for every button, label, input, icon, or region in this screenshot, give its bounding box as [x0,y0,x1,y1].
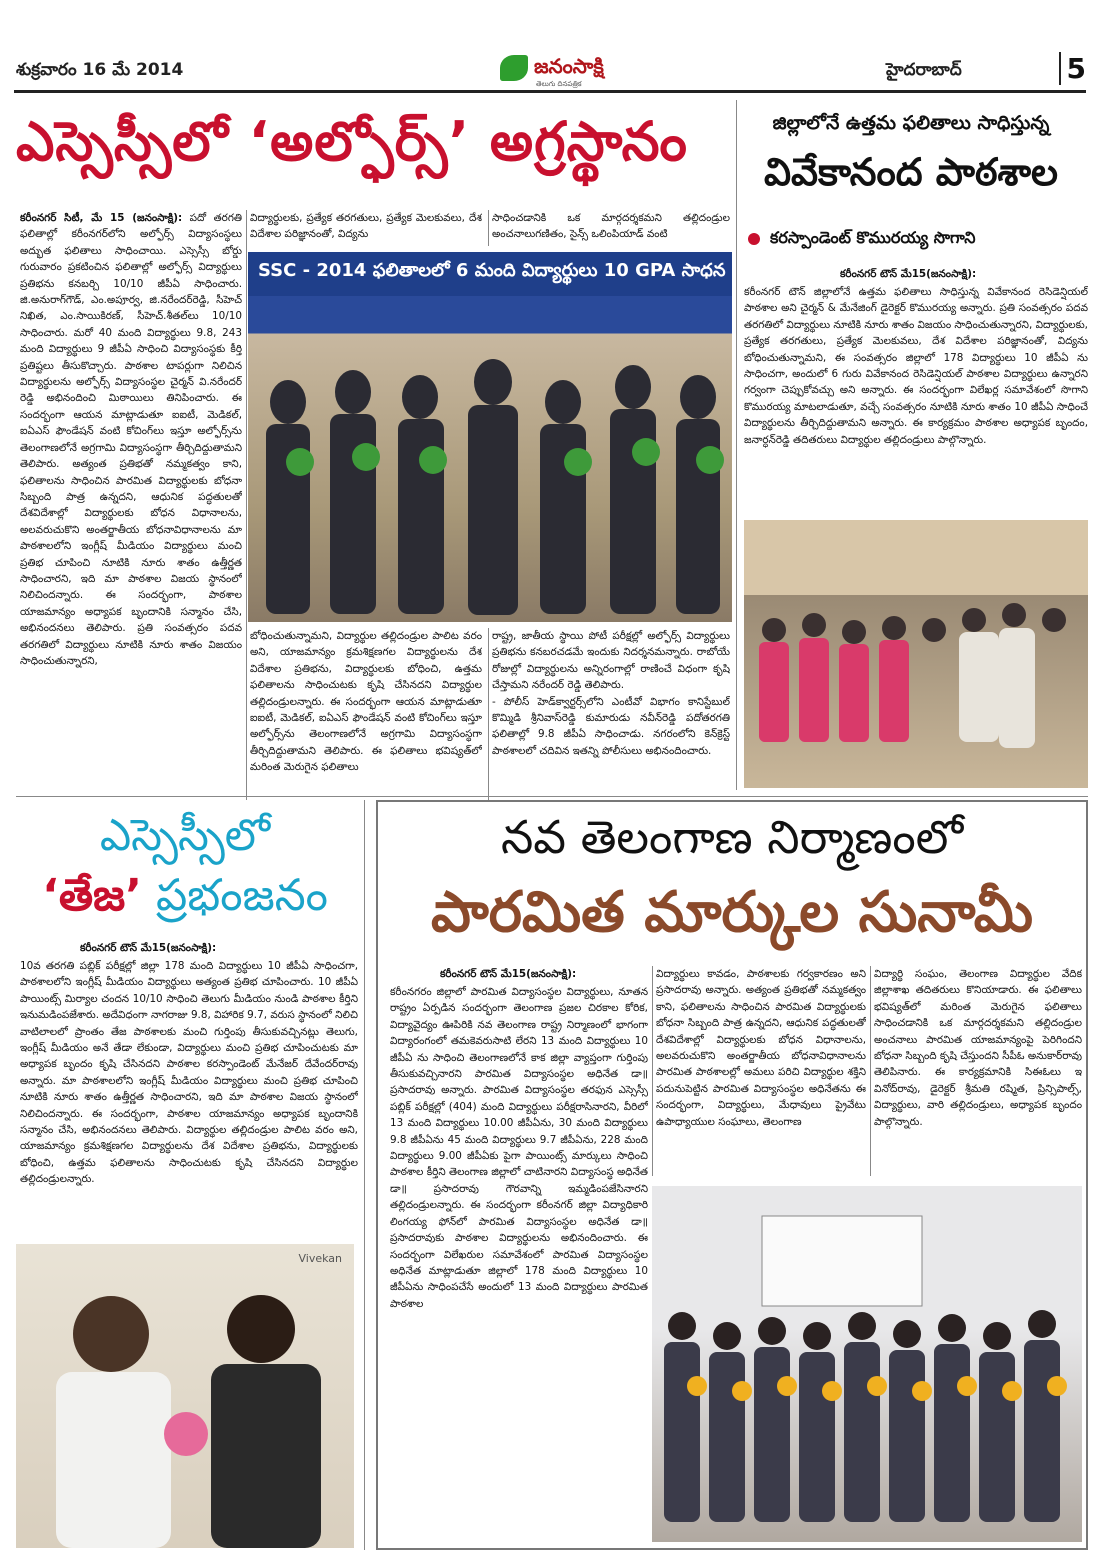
students-silhouettes [248,252,732,622]
story2-headline: వివేకానంద పాఠశాల [764,150,1058,194]
story1-column-2-bottom: బోధించుతున్నామని, విద్యార్థుల తల్లిదండ్రుల పాలిట వరం అని, యాజమాన్యం క్రమశిక్షణగల విద్యార్థులను దేశ విదేశాల ప్రతిభను, విద్యార్థులకు బోధించి, ఉత్తమ ఫలితాలను సాధించుటకు కృషి చేసినదని విద్యార్థుల తల్లిదండ్రులన్నారు. ఈ సందర్భంగా ఆయన మాట్లాడుతూ ఐఐటీ, మెడికల్, ఐఏఎస్ ఫౌండేషన్ వంటి కోచింగ్‌లు ఇస్తూ అల్ఫోర్స్‌ను తెలంగాణలోనే అగ్రగామి విద్యాసంస్థగా తీర్చిదిద్దుతామని తెలిపారు. ఈ ఫలితాలు భవిష్యత్‌లో మరింత మెరుగైన ఫలితాలు [250,630,482,774]
story3-headline-quote: ‘తేజ’ [42,870,142,921]
column-rule [246,210,247,800]
column-rule [488,210,489,246]
leaf-icon [500,55,528,81]
students-silhouettes [652,1186,1082,1542]
story4-column-2: విద్యార్థులు కావడం, పాఠశాలకు గర్వకారణం అని ప్రసాదరావు అన్నారు. అత్యంత ప్రతిభతో నమ్మకత్వం కాని, ఫలితాలను సాధించిన పారమిత విద్యార్థులకు బోధనా సిబ్బంది పాత్ర ఉన్నదని, ఆధునిక పద్ధతులతో దేశవిదేశాల్లో విద్యార్థులకు బోధన విధానాలను, అలవరుచుకొని అంతర్జాతీయ బోధనావిధానాలను పారమిత పాఠశాలల్లో అమలు పరిచి విద్యార్థుల శక్తిని పదునుపెట్టిన పారమిత విద్యాసంస్థల అధినేతను ఈ సందర్భంగా, విద్యార్థులు, మేధావులు ప్రైవేటు ఉపాధ్యాయుల సంఘాలు, తెలంగాణ [656,968,866,1128]
story1-dateline: కరీంనగర్ సిటీ, మే 15 (జనంసాక్షి): [20,212,183,224]
students-silhouettes [744,520,1088,788]
story2-photo [744,520,1088,788]
newspaper-logo [500,52,630,88]
story3-body: 10వ తరగతి పబ్లిక్ పరీక్షల్లో జిల్లా 178 మంది విద్యార్థులు 10 జీపీఏ సాధించగా, పాఠశాలలోని ఇంగ్లీష్ మీడియం విద్యార్థులు అత్యంత ప్రతిభ చూపించారు. 10 జీపీఏ పాయింట్స్ మిర్యాల చందన 10/10 సాధించి తెలుగు మీడియం నుండి పాఠశాల కీర్తిని ఇనుమడింపజేశారు. అదేవిధంగా నాగరాజు 9.8, విహారిక 9.7, వరుస స్థానంలో నిలిచి వాటిలాలలో ప్రాంతం తేజ పాఠశాలకు మంచి గుర్తింపు తీసుకువచ్చినట్లు తెలుగు, ఇంగ్లీష్ మీడియం అనే తేడా లేకుండా, విద్యార్థులు మంచి ప్రతిభ చూపించుటకు మా అధ్యాపక బృందం కృషి చేసినదని పాఠశాల కరస్పాండెంట్ మేనేజర్ దేవేందర్‌రావు అన్నారు. మా పాఠశాలలోని ఇంగ్లీష్ మీడియం విద్యార్థులు మంచి ప్రతిభ చూపించి నూటికి నూరు శాతం ఉత్తీర్ణత సాధించారని, ఇది మా పాఠశాల విజయ స్థానంలో నిలిచిందన్నారు. ఈ సందర్భంగా, పాఠశాల యాజమాన్యం అధ్యాపక బృందానికి సన్మానం చేసి, అభినందనలు తెలిపారు. విద్యార్థుల తల్లిదండ్రుల పాలిట వరం అని, యాజమాన్యం క్రమశిక్షణగల విద్యార్థులను దేశ విదేశాల ప్రతిభను, విద్యార్థులకు బోధించి, ఉత్తమ ఫలితాలను సాధించుటకు కృషి చేసినదని విద్యార్థుల తల్లిదండ్రులన్నారు. [20,960,358,1186]
byline-text: కరస్పాండెంట్ కొమురయ్య సొగాని [770,228,976,247]
edition-city: హైదరాబాద్ [886,60,962,80]
story4-dateline: కరీంనగర్ టౌన్ మే15(జనంసాక్షి): [440,968,577,980]
column-rule [870,966,871,1176]
story2-body: కరీంనగర్ టౌన్ జిల్లాలోనే ఉత్తమ ఫలితాలు సాధిస్తున్న వివేకానంద రెసిడెన్షియల్ పాఠశాల అని చైర్మన్ & మేనేజింగ్ డైరెక్టర్ కొమురయ్య అన్నారు. ప్రతి సంవత్సరం పదవ తరగతిలో విద్యార్థులు నూటికి నూరు శాతం విజయం సాధించుతున్నారని, విద్యార్థులకు, ప్రత్యేక తరగతులు, ప్రత్యేక మెలకువలు, దేశ విదేశాల పరిజ్ఞానంతో, విద్యను బోధించుతున్నామని, ఈ సంవత్సరం జిల్లాలో 178 విద్యార్థులు 10 జీపీఏ ను సాధించగా, అందులో 6 గురు వివేకానంద రెసిడెన్షియల్ పాఠశాల విద్యార్థులు ఉన్నారని గర్వంగా చెప్పుకోవచ్చు అని అన్నారు. ఈ సందర్భంగా విలేఖర్ల సమావేశంలో సొగాని కొమురయ్య మాటలాడుతూ, వచ్చే సంవత్సరం నూటికి నూరు శాతం 10 జీపీఏ సాధించే విద్యార్థులను తీర్చిదిద్దుతామని అన్నారు. ఈ కార్యక్రమం పాఠశాల అధ్యాపక బృందం, జనార్ధన్‌రెడ్డి తదితరులు విద్యార్థుల తల్లిదండ్రులు పాల్గొన్నారు. [744,286,1088,446]
story1-column-3-bottom: రాష్ట్ర, జాతీయ స్థాయి పోటీ పరీక్షల్లో అల్ఫోర్స్ విద్యార్థులు ప్రతిభను కనబరచడమే ఇందుకు నిదర్శనమన్నారు. రాబోయే రోజుల్లో విద్యార్థులను అన్నిరంగాల్లో రాణించే విధంగా కృషి చేస్తామని నరేందర్ రెడ్డి తెలిపారు. - పోలీస్ హెడ్‌క్వార్టర్స్‌లోని ఎంటీవో విభాగం కానిస్టేబుల్ కొమ్మిడి శ్రీనివాస్‌రెడ్డి కుమారుడు నవీన్‌రెడ్డి పదోతరగతి ఫలితాల్లో 9.8 జీపీఏ సాధించాడు. నగరంలోని కెన్‌క్రెస్ట్ పాఠశాలలో చదివిన ఇతన్ని పోలీసులు అభినందించారు. [492,630,730,757]
story3-dateline: కరీంనగర్ టౌన్ మే15(జనంసాక్షి): [80,942,217,954]
story4-column-3: విద్యార్థి సంఘం, తెలంగాణ విద్యార్థుల వేదిక జిల్లాశాఖ తదితరులు కొనియాడారు. ఈ ఫలితాలు భవిష్యత్‌లో మరింత మెరుగైన ఫలితాలు సాధించడానికి ఒక మార్గదర్శకమని తల్లిదండ్రుల అంచనాలు పారమిత యాజమాన్యంపై పెరిగిందని బోధనా సిబ్బంది కృషి చేస్తుందని సీపీఓ అనుకార్‌రావు తెలిపినారు. ఈ కార్యక్రమానికి సిఈఓలు ఇ వినోద్‌రావు, డైరెక్టర్ శ్రీమతి రష్మిత, ప్రిన్సిపాల్స్, విద్యార్థులు, వారి తల్లిదండ్రులు, అధ్యాపక బృందం పాల్గొన్నారు. [874,968,1082,1128]
story2-dateline: కరీంనగర్ టౌన్ మే15(జనంసాక్షి): [840,268,977,280]
story1-column-1 [20,210,242,800]
story2-kicker: జిల్లాలోనే ఉత్తమ ఫలితాలు సాధిస్తున్న [772,112,1050,134]
story4-photo [652,1186,1082,1542]
story3-headline-rest: ప్రభంజనం [155,870,328,921]
column-rule [488,628,489,800]
story1-body-1: పదో తరగతి ఫలితాల్లో కరీంనగర్‌లోని అల్ఫోర్స్ విద్యాసంస్థలు అద్భుత ఫలితాలు సాధించాయి. ఎస్సెస్సీ బోర్డు గురువారం ప్రకటించిన ఫలితాల్లో అల్ఫోర్స్ విద్యార్థులు ప్రతిభను కనబర్చి 10/10 జీపీఏ సాధించారు. జి.అనురాగ్‌గౌడ్, ఎం.అపూర్వ, జి.నరేందర్‌రెడ్డి, సీహెచ్ నిఖిత, ఎం.సాయికిరణ్, సీహెచ్.శీతల్‌లు 10/10 సాధించారు. మరో 40 మంది విద్యార్థులు 9.8, 243 మంది విద్యార్థులు 9 జీపీఏ సాధించి విద్యాసంస్థకు కీర్తి ప్రతిష్టలు తీసుకొచ్చారు. పాఠశాల టాపర్లుగా నిలిచిన విద్యార్థులను అల్ఫోర్స్ విద్యాసంస్థల చైర్మన్ వి.నరేందర్ రెడ్డి అభినందించి మిఠాయిలు తినిపించారు. ఈ సందర్భంగా ఆయన మాట్లాడుతూ ఐఐటీ, మెడికల్, ఐఏఎస్ ఫౌండేషన్ వంటి కోచింగ్‌లు ఇస్తూ అల్ఫోర్స్‌ను తెలంగాణలోనే అగ్రగామి విద్యాసంస్థగా తీర్చిదిద్దుతామని తెలిపారు. అత్యంత ప్రతిభతో నమ్మకత్వం కాని, ఫలితాలను సాధించిన పారమిత విద్యార్థులకు బోధనా సిబ్బంది పాత్ర ఉన్నదని, ఆధునిక పద్ధతులతో దేశవిదేశాల్లో విద్యార్థులకు బోధన విధానాలను, అలవరుచుకొని అంతర్జాతీయ బోధనావిధానాలను మా పాఠశాలలోని ఇంగ్లీష్ మీడియం విద్యార్థులు మంచి ప్రతిభ చూపించి నూటికి నూరు శాతం ఉత్తీర్ణత సాధించారని, ఇది మా పాఠశాల విజయ స్థానంలో నిలిచిందన్నారు. ఈ సందర్భంగా, పాఠశాల యాజమాన్యం అధ్యాపక బృందానికి సన్మానం చేసి, అభినందనలు తెలిపారు. ప్రతి సంవత్సరం పదవ తరగతిలో విద్యార్థులు నూటికి నూరు శాతం విజయం సాధించుతున్నారని, [20,212,242,667]
logo-name: జనంసాక్షి [534,53,604,78]
story1-group-photo [248,252,732,622]
story4-column-1: కరీంనగరం జిల్లాలో పారమిత విద్యాసంస్థల విద్యార్థులు, నూతన రాష్ట్రం ఏర్పడిన సందర్భంగా తెలంగాణ ప్రజల చిరకాల కోరిక, విద్యావైద్యం ఊపిరికి నవ తెలంగాణ రాష్ట్ర నిర్మాణంలో భాగంగా విద్యారంగంలో తమకెవరుసాటి లేరని 13 మంది విద్యార్థులు 10 జీపీఏ ను సాధించి తెలంగాణలోనే కాక జిల్లా వ్యాప్తంగా గుర్తింపు తీసుకువచ్చినారని పారమిత విద్యాసంస్థల అధినేత డా॥ ప్రసాదరావు అన్నారు. పారమిత విద్యాసంస్థల తరఫున ఎస్సెస్సీ పబ్లిక్ పరీక్షల్లో (404) మంది విద్యార్థులు పరీక్షరాసినారని, వీరిలో 13 మంది విద్యార్థులు 10.00 జీపీఏను, 30 మంది విద్యార్థులు 9.8 జీపీఏను 45 మంది విద్యార్థులు 9.7 జీపీఏను, 228 మంది విద్యార్థులు 9.00 జీపీఏకు పైగా పాయింట్స్ మార్కులు సాధించి పాఠశాల కీర్తిని తెలంగాణ జిల్లాలో చాటినారని విద్యాసంస్థ అధినేత డా॥ ప్రసాదరావు గౌరవాన్ని ఇమ్మడింపజేసినారని తల్లిదండ్రులన్నారు. ఈ సందర్భంగా కరీంనగర్ జిల్లా విద్యాధికారి లింగయ్య ఫోన్‌లో పారమిత విద్యాసంస్థల అధినేత డా॥ప్రసాదరావుకు పాఠశాల విద్యార్థులను అభినందించారు. ఈ సందర్భంగా విలేఖరుల సమావేశంలో పారమిత విద్యాసంస్థల అధినేత మాట్లాడుతూ జిల్లాలో 178 మంది విద్యార్థులు 10 జీపీఏను సాధింపచేసే అందులో 13 మంది విద్యార్థులు పారమిత పాఠశాల [390,986,648,1310]
story4-headline: పారమిత మార్కుల సునామీ [430,880,1034,945]
bullet-icon [748,233,760,245]
section-divider [16,796,1088,797]
photo-caption: Vivekan [298,1252,342,1265]
logo-tagline: తెలుగు దినపత్రిక [536,80,582,88]
masthead-divider [14,90,1086,93]
story3-photo [16,1244,354,1548]
story2-byline [748,228,1088,251]
story1-headline: ఎస్సెస్సీలో ‘అల్ఫోర్స్’ అగ్రస్థానం [16,110,688,173]
story4-kicker: నవ తెలంగాణ నిర్మాణంలో [500,810,964,864]
story1-column-2-top: విద్యార్థులకు, ప్రత్యేక తరగతులు, ప్రత్యేక మెలకువలు, దేశ విదేశాల పరిజ్ఞానంతో, విద్యను [250,212,482,241]
story1-column-3-top: సాధించడానికి ఒక మార్గదర్శకమని తల్లిదండ్రుల అంచనాలుగణితం, సైన్స్ ఒలింపియాడ్ వంటి [492,212,730,241]
section-rule [364,800,365,1550]
photo-banner: SSC - 2014 ఫలితాలలో 6 మంది విద్యార్థులు 10 GPA సాధన [248,252,732,296]
story3-kicker: ఎస్సెస్సీలో [99,810,271,861]
story3-headline [20,870,350,932]
column-rule [652,966,653,1176]
page-number: 5 [1059,52,1086,85]
issue-date: శుక్రవారం 16 మే 2014 [16,60,184,80]
handover-silhouettes [16,1244,354,1548]
